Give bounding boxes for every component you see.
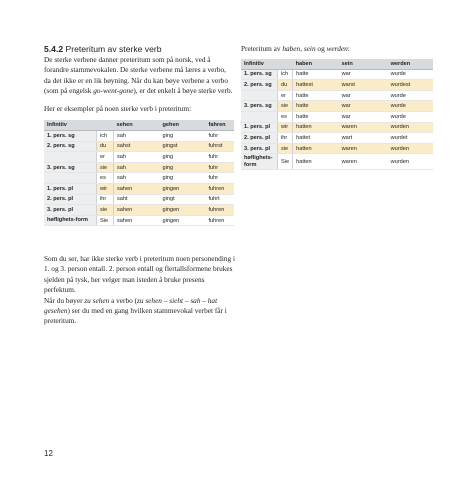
row-infinitive-cell [44,173,97,184]
para2-mid-1: a verbo ( [109,295,138,305]
table-row [241,143,433,154]
right-conjugation-table [241,59,433,170]
row-form-1: hatten [293,122,339,133]
row-pronoun-cell: du [278,80,293,91]
row-pronoun-cell: sie [97,162,114,173]
row-form-3: fuhren [206,205,235,216]
right-title-verb-3: werden [326,44,348,53]
row-form-2: gingen [160,205,206,216]
row-form-1: sah [114,173,160,184]
row-infinitive-cell: 2. pers. pl [44,194,97,205]
row-form-3: fuhrst [206,141,235,152]
right-column [241,44,433,170]
right-title-verb-1: haben [282,44,301,53]
row-infinitive-cell: 3. pers. sg [44,162,97,173]
para2-start: Når du bøyer [44,295,85,305]
row-form-1: hatte [293,69,339,80]
section-title: Preteritum av sterke verb [65,44,162,54]
row-form-3: wurde [388,101,433,112]
header-verb-1: haben [293,59,339,69]
row-infinitive-cell: 3. pers. pl [241,143,278,154]
row-form-3: wurdet [388,133,433,144]
right-title-start: Preteritum av [241,44,283,53]
row-infinitive-cell: 2. pers. pl [241,133,278,144]
row-form-2: war [339,90,388,101]
row-form-1: hatte [293,101,339,112]
right-title-end: : [347,44,350,53]
row-infinitive-cell: 3. pers. sg [241,101,278,112]
para2-italic-1: zu sehen [84,295,110,305]
intro-text: De sterke verbene danner preteritum som på norsk, ved å forandre stammevokalen. De sterke verbene må læres a verbo, da det ikke er en lik bøyning. Når du kan bøye verbene a verbo (som på engelsk [44,55,228,95]
row-infinitive-cell: 2. pers. sg [44,141,97,152]
right-title-sep1: , [300,44,304,53]
row-form-2: gingt [160,194,206,205]
row-infinitive-cell [241,111,278,122]
table-row [241,122,433,133]
table-row [44,194,234,205]
table-row [44,173,234,184]
row-form-1: saht [114,194,160,205]
row-form-3: fuhren [206,184,235,195]
row-infinitive-cell: 1. pers. pl [44,184,97,195]
row-form-3: wurdest [388,80,433,91]
header-pronoun [97,120,114,130]
row-infinitive-cell [44,152,97,163]
row-form-2: ging [160,173,206,184]
row-pronoun-cell: ihr [97,194,114,205]
row-pronoun-cell: ihr [278,133,293,144]
row-form-1: sah [114,162,160,173]
row-form-2: waren [339,122,388,133]
row-pronoun-cell: Sie [97,215,114,226]
table-row [241,111,433,122]
row-form-1: sahen [114,205,160,216]
row-form-1: sahen [114,184,160,195]
row-form-1: sahen [114,215,160,226]
row-form-3: wurde [388,90,433,101]
para2-mid-2: ) ser du med en gang hvilken stammevokal verbet får i preteritum. [44,306,227,326]
row-infinitive-cell: høflighets-form [241,154,278,170]
right-title-verb-2: sein [303,44,316,53]
row-form-2: ging [160,131,206,142]
row-form-1: hatten [293,143,339,154]
row-form-3: fuhr [206,173,235,184]
row-form-3: fuhr [206,131,235,142]
table-row [44,205,234,216]
row-form-2: ging [160,152,206,163]
left-conjugation-table [44,120,234,226]
row-pronoun-cell: ich [97,131,114,142]
row-form-1: sah [114,131,160,142]
row-pronoun-cell: sie [278,101,293,112]
row-form-2: warst [339,80,388,91]
table-row [44,162,234,173]
row-pronoun-cell: es [97,173,114,184]
row-form-1: hatten [293,154,339,170]
para2-italic-2: zu sehen – sieht – sah – hat gesehen [44,295,218,316]
examples-intro: Her er eksempler på noen sterke verb i preteritum: [44,104,192,114]
table-header-row [44,120,234,130]
page-number: 12 [44,449,53,458]
right-title-sep2: og [315,44,327,53]
intro-italic: go-went-gone [93,85,134,95]
row-form-1: hattest [293,80,339,91]
row-form-2: war [339,101,388,112]
table-row [241,90,433,101]
header-verb-2: sein [339,59,388,69]
row-pronoun-cell: du [97,141,114,152]
row-form-2: waren [339,154,388,170]
right-table-title [241,44,433,54]
row-form-3: fuhr [206,162,235,173]
row-form-3: wurde [388,111,433,122]
row-form-3: wurde [388,69,433,80]
row-form-2: wart [339,133,388,144]
row-form-2: gingen [160,215,206,226]
table-row [241,69,433,80]
row-infinitive-cell: 1. pers. sg [44,131,97,142]
header-infinitiv: Infinitiv [44,120,97,130]
row-form-3: fuhrt [206,194,235,205]
row-pronoun-cell: sie [97,205,114,216]
row-form-1: hatte [293,111,339,122]
row-pronoun-cell: wir [97,184,114,195]
row-form-2: war [339,69,388,80]
table-row [241,101,433,112]
row-infinitive-cell: 1. pers. sg [241,69,278,80]
row-form-3: wurden [388,122,433,133]
table-row [241,133,433,144]
row-form-2: ging [160,162,206,173]
bottom-text [44,254,236,327]
row-infinitive-cell: 2. pers. sg [241,80,278,91]
row-pronoun-cell: er [278,90,293,101]
intro-text-end: ), er det enkelt å bøye sterke verb. [133,85,233,95]
row-pronoun-cell: ich [278,69,293,80]
row-form-1: hatte [293,90,339,101]
row-form-1: hattet [293,133,339,144]
row-infinitive-cell: 3. pers. pl [44,205,97,216]
row-infinitive-cell: høflighets-form [44,215,97,226]
table-row [44,152,234,163]
row-form-1: sah [114,152,160,163]
table-row [44,131,234,142]
row-form-2: gingen [160,184,206,195]
table-row [44,215,234,226]
row-form-2: gingst [160,141,206,152]
header-verb-3: fahren [206,120,235,130]
header-infinitiv: Infinitiv [241,59,278,69]
left-column [44,44,234,226]
intro-paragraph [44,55,234,96]
table-row [241,80,433,91]
table-row [241,154,433,170]
row-form-3: fuhr [206,152,235,163]
header-pronoun [278,59,293,69]
row-pronoun-cell: sie [278,143,293,154]
table-header-row [241,59,433,69]
row-form-1: sahst [114,141,160,152]
header-verb-2: gehen [160,120,206,130]
row-infinitive-cell [241,90,278,101]
row-form-2: waren [339,143,388,154]
bottom-paragraph-2 [44,296,236,327]
row-form-3: wurden [388,154,433,170]
row-pronoun-cell: er [97,152,114,163]
bottom-paragraph-1: Som du ser, har ikke sterke verb i preteritum noen personending i 1. og 3. person entall. 2. person entall og flertallsformene brukes sjelden på tysk, her velger man isteden å bruke presens perfektum. [44,254,235,295]
header-verb-3: werden [388,59,433,69]
row-pronoun-cell: Sie [278,154,293,170]
row-form-2: war [339,111,388,122]
row-form-3: wurden [388,143,433,154]
row-infinitive-cell: 1. pers. pl [241,122,278,133]
row-pronoun-cell: wir [278,122,293,133]
row-form-3: fuhren [206,215,235,226]
section-heading [44,44,234,54]
section-number: 5.4.2 [44,44,64,54]
row-pronoun-cell: es [278,111,293,122]
table-row [44,184,234,195]
table-row [44,141,234,152]
header-verb-1: sehen [114,120,160,130]
